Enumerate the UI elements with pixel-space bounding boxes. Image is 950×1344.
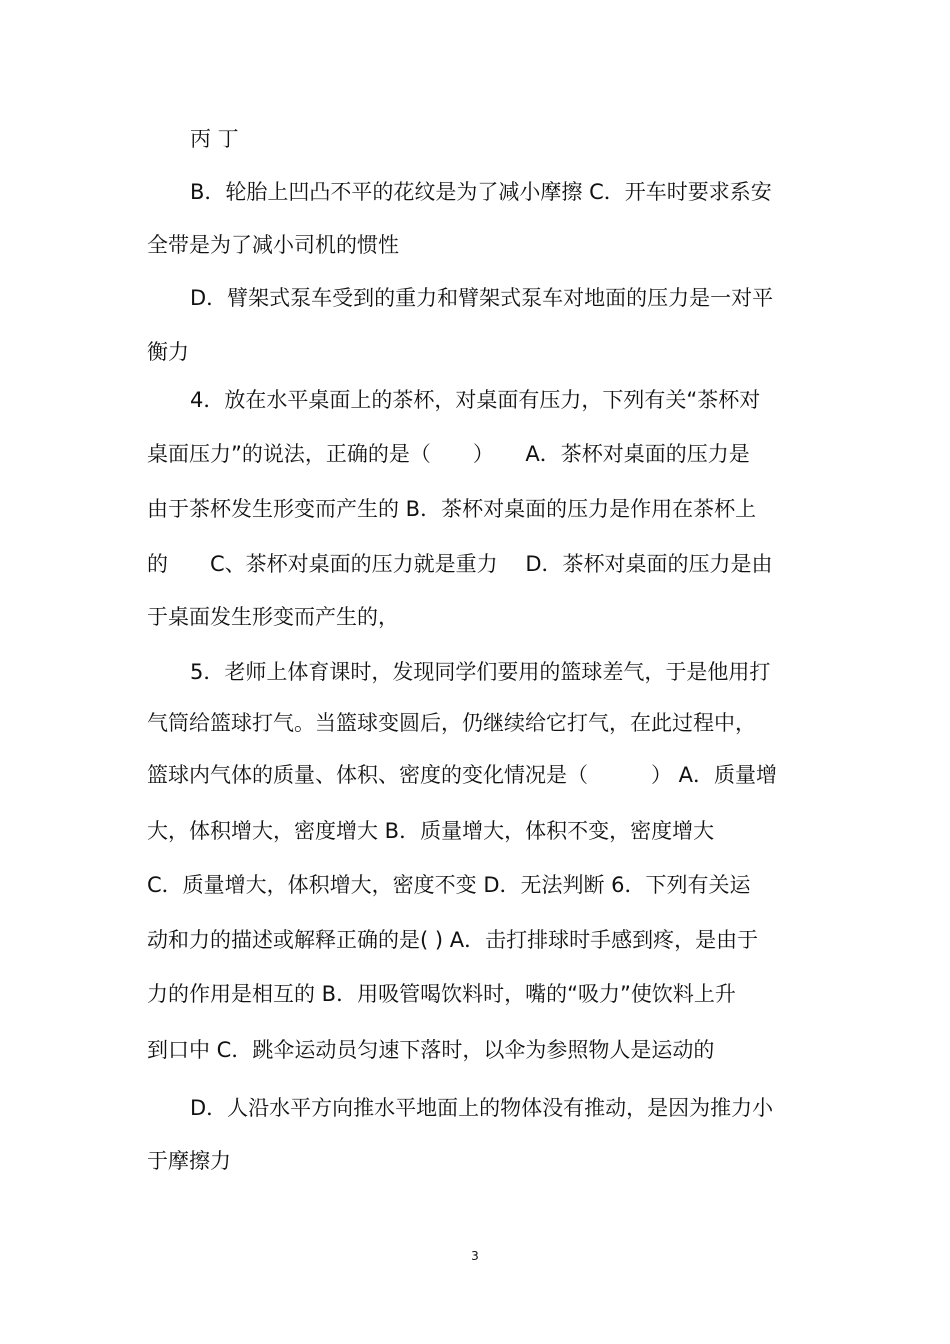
text-line: 到口中 C．跳伞运动员匀速下落时，以伞为参照物人是运动的 <box>147 1038 715 1062</box>
text-line: 桌面压力”的说法，正确的是（ ） A．茶杯对桌面的压力是 <box>147 442 750 466</box>
text-line: 力的作用是相互的 B．用吸管喝饮料时，嘴的“吸力”使饮料上升 <box>147 982 736 1006</box>
text-line: 动和力的描述或解释正确的是( ) A．击打排球时手感到疼，是由于 <box>147 928 759 952</box>
text-line: D．臂架式泵车受到的重力和臂架式泵车对地面的压力是一对平 <box>190 286 774 310</box>
text-line: 篮球内气体的质量、体积、密度的变化情况是（ ） A．质量增 <box>147 763 778 787</box>
text-line: 的 C、茶杯对桌面的压力就是重力 D．茶杯对桌面的压力是由 <box>147 552 773 576</box>
text-line: 4．放在水平桌面上的茶杯，对桌面有压力，下列有关“茶杯对 <box>190 388 761 412</box>
text-line: 大，体积增大，密度增大 B．质量增大，体积不变，密度增大 <box>147 819 715 843</box>
text-line: C．质量增大，体积增大，密度不变 D．无法判断 6．下列有关运 <box>147 873 751 897</box>
text-line: 于桌面发生形变而产生的， <box>147 605 399 629</box>
text-line: D．人沿水平方向推水平地面上的物体没有推动，是因为推力小 <box>190 1096 774 1120</box>
text-line: 全带是为了减小司机的惯性 <box>147 233 399 257</box>
text-line: 5．老师上体育课时，发现同学们要用的篮球差气，于是他用打 <box>190 660 771 684</box>
page-number: 3 <box>471 1249 479 1263</box>
text-line: B．轮胎上凹凸不平的花纹是为了减小摩擦 C．开车时要求系安 <box>190 180 772 204</box>
text-line: 气筒给篮球打气。当篮球变圆后，仍继续给它打气，在此过程中， <box>147 711 756 735</box>
text-line: 于摩擦力 <box>147 1149 231 1173</box>
text-line: 衡力 <box>147 340 189 364</box>
text-line: 丙 丁 <box>190 127 239 151</box>
text-line: 由于茶杯发生形变而产生的 B．茶杯对桌面的压力是作用在茶杯上 <box>147 497 757 521</box>
